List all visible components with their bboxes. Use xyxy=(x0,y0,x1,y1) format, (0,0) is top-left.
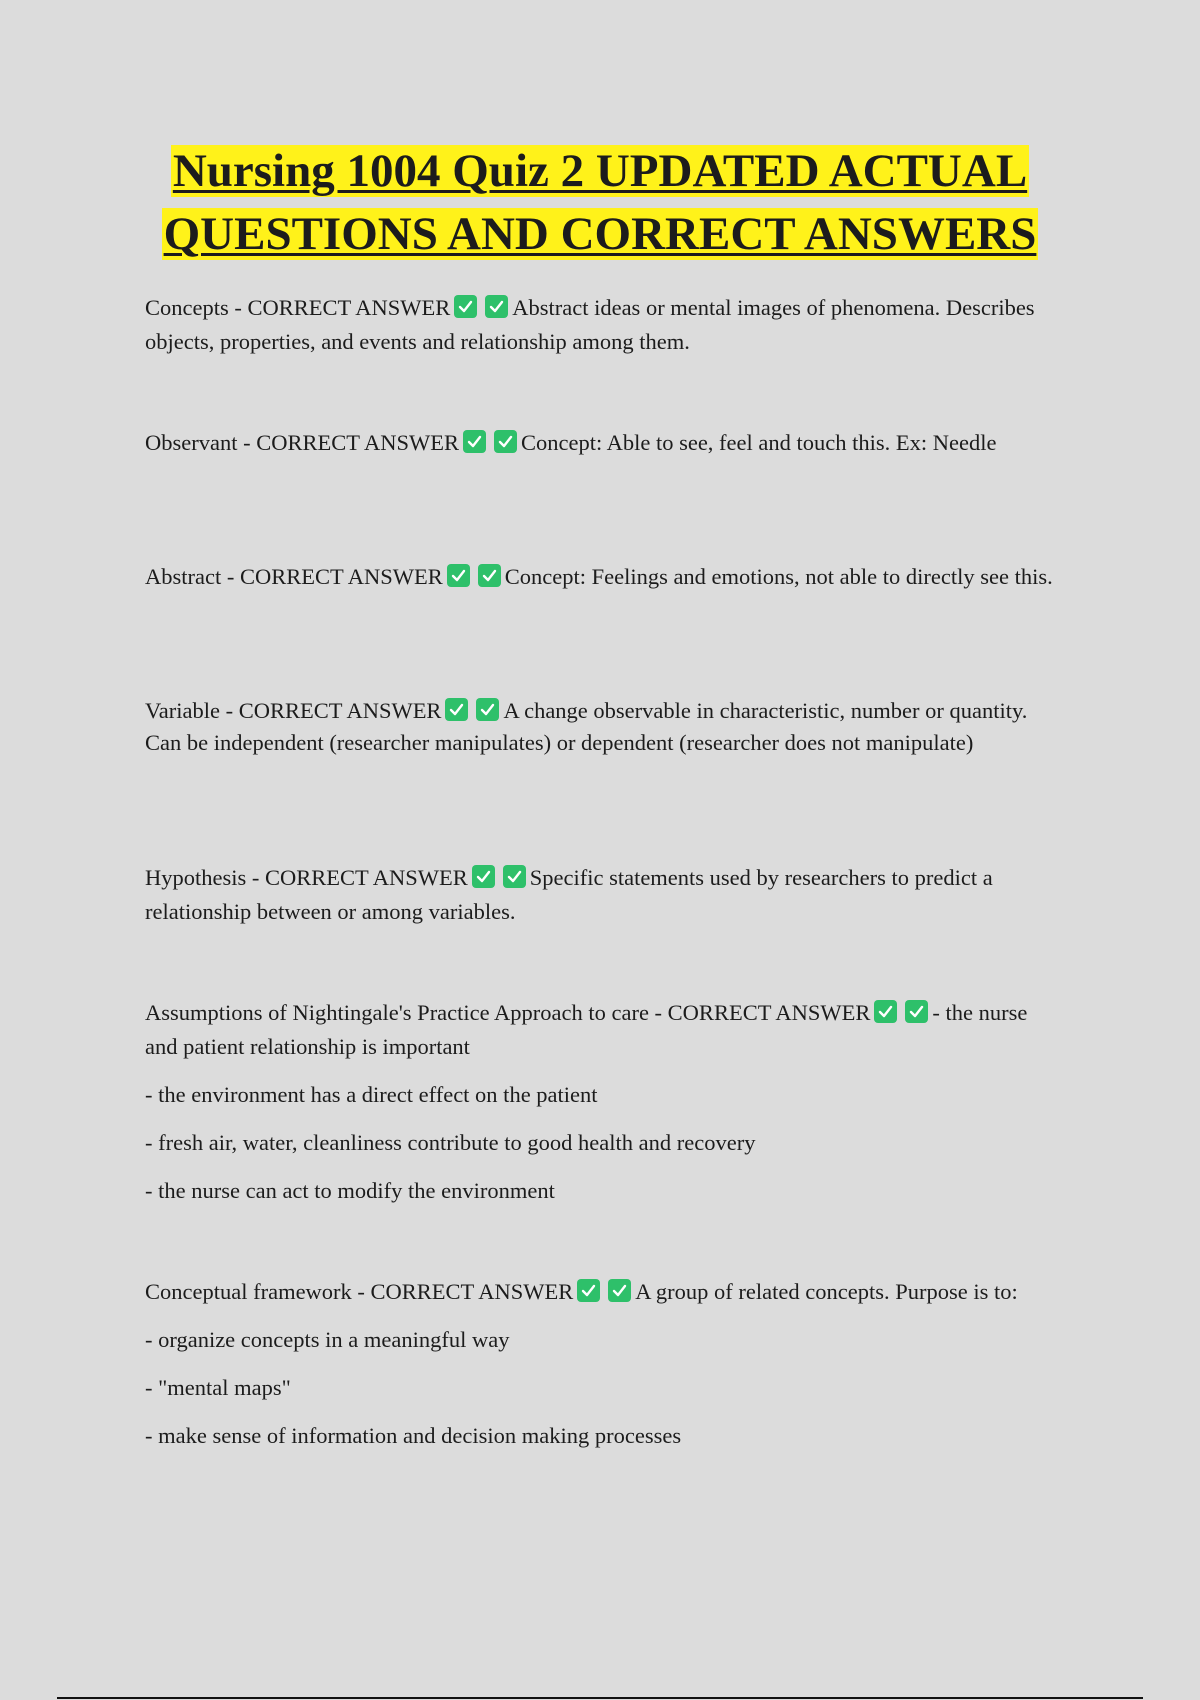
qa-paragraph xyxy=(145,560,1057,594)
term-label: Variable - CORRECT ANSWER xyxy=(145,698,442,723)
answer-text: Abstract ideas or mental images of phenomena. Describes objects, properties, and events and relationship among them. xyxy=(145,295,1035,354)
check-mark-icon xyxy=(454,295,477,318)
answer-text: Specific statements used by researchers to predict a relationship between or among variables. xyxy=(145,865,993,924)
bullet-line: - make sense of information and decision making processes xyxy=(145,1423,682,1448)
check-mark-icon xyxy=(494,430,517,453)
qa-entry-abstract xyxy=(145,560,1057,594)
term-label: Assumptions of Nightingale's Practice Approach to care - CORRECT ANSWER xyxy=(145,1000,871,1025)
bullet-line: - "mental maps" xyxy=(145,1375,291,1400)
qa-paragraph xyxy=(145,996,1057,1064)
qa-paragraph xyxy=(145,861,1057,929)
bullet-line: - fresh air, water, cleanliness contribute to good health and recovery xyxy=(145,1130,756,1155)
check-mark-icon xyxy=(905,1000,928,1023)
title-line-1: Nursing 1004 Quiz 2 UPDATED ACTUAL xyxy=(172,145,1028,197)
document-title xyxy=(100,140,1100,266)
answer-text: Concept: Feelings and emotions, not able to directly see this. xyxy=(504,564,1053,589)
bullet-line: - the environment has a direct effect on the patient xyxy=(145,1082,598,1107)
qa-entry-concepts xyxy=(145,291,1057,359)
check-mark-icon xyxy=(447,564,470,587)
qa-entry-nightingale-assumptions xyxy=(145,996,1057,1208)
check-mark-icon xyxy=(476,698,499,721)
title-highlight xyxy=(162,145,1039,260)
qa-entry-hypothesis xyxy=(145,861,1057,929)
check-mark-icon xyxy=(608,1279,631,1302)
qa-entry-observant xyxy=(145,426,1057,460)
qa-paragraph xyxy=(145,291,1057,359)
answer-text: A group of related concepts. Purpose is to: xyxy=(635,1279,1018,1304)
answer-text: - the nurse and patient relationship is important xyxy=(145,1000,1028,1059)
check-mark-icon xyxy=(485,295,508,318)
page-bottom-rule xyxy=(57,1697,1143,1699)
term-label: Abstract - CORRECT ANSWER xyxy=(145,564,443,589)
qa-entry-variable xyxy=(145,695,1057,759)
check-mark-icon xyxy=(577,1279,600,1302)
check-mark-icon xyxy=(472,865,495,888)
check-mark-icon xyxy=(463,430,486,453)
term-label: Conceptual framework - CORRECT ANSWER xyxy=(145,1279,574,1304)
qa-paragraph xyxy=(145,426,1057,460)
qa-paragraph xyxy=(145,1275,1057,1309)
bullet-line: - organize concepts in a meaningful way xyxy=(145,1327,510,1352)
check-mark-icon xyxy=(478,564,501,587)
term-label: Concepts - CORRECT ANSWER xyxy=(145,295,451,320)
title-line-2: QUESTIONS AND CORRECT ANSWERS xyxy=(163,208,1037,260)
check-mark-icon xyxy=(445,698,468,721)
term-label: Observant - CORRECT ANSWER xyxy=(145,430,459,455)
answer-text: Concept: Able to see, feel and touch this. Ex: Needle xyxy=(520,430,997,455)
bullet-line: - the nurse can act to modify the environment xyxy=(145,1178,555,1203)
answer-text: A change observable in characteristic, number or quantity. Can be independent (researcher manipulates) or dependent (researcher does not manipulate) xyxy=(145,698,1028,755)
check-mark-icon xyxy=(503,865,526,888)
qa-entry-conceptual-framework xyxy=(145,1275,1057,1453)
check-mark-icon xyxy=(874,1000,897,1023)
qa-paragraph xyxy=(145,695,1057,759)
term-label: Hypothesis - CORRECT ANSWER xyxy=(145,865,468,890)
